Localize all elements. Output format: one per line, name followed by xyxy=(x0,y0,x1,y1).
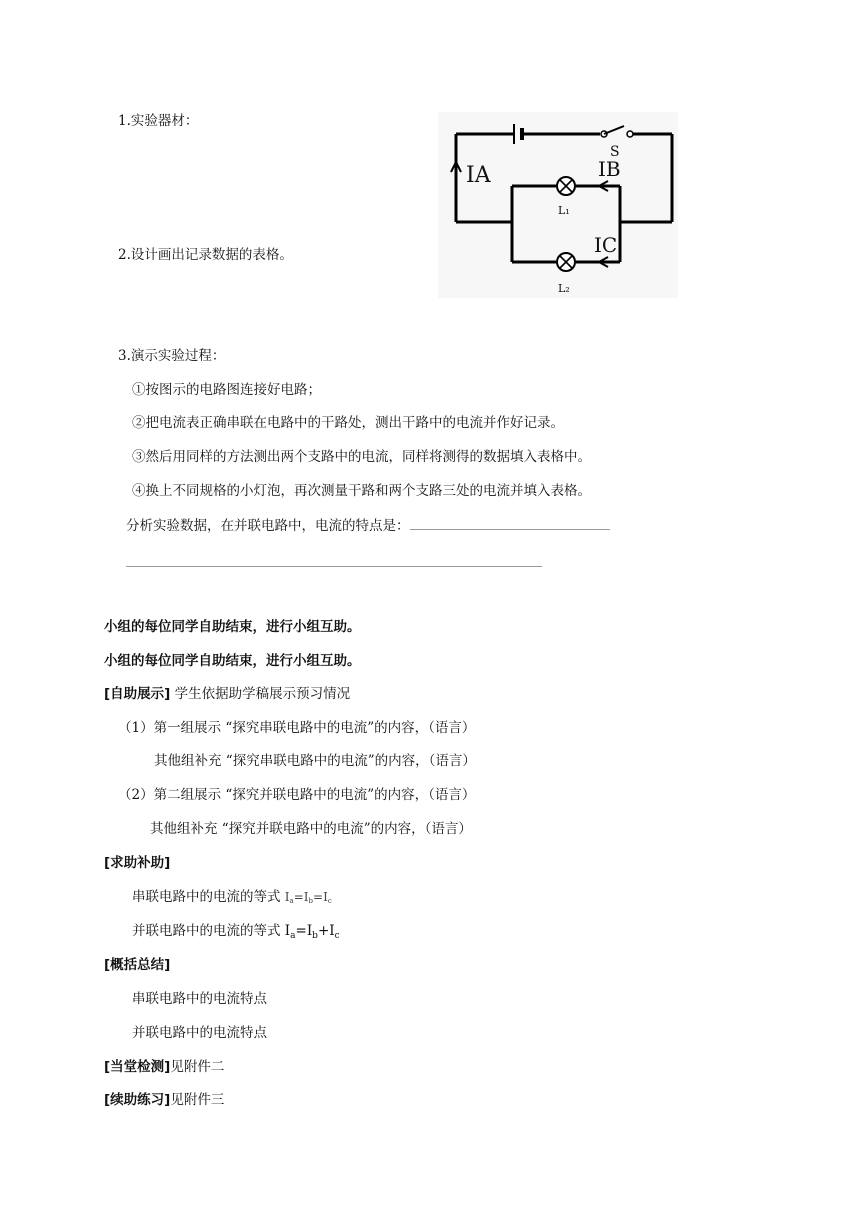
parallel-circuit-diagram xyxy=(438,112,678,298)
practice-heading: [续助练习] xyxy=(104,1092,171,1108)
label-L2: L₂ xyxy=(558,282,570,295)
parallel-equation: $I_a=I_b+I_c$ xyxy=(284,923,340,941)
class-test-heading: [当堂检测] xyxy=(104,1059,171,1075)
lamp-L1-icon xyxy=(557,177,575,195)
self-display-heading: [自助展示] xyxy=(104,686,171,702)
label-L1: L₁ xyxy=(558,204,570,217)
summary-item-1: 串联电路中的电流特点 xyxy=(132,991,267,1007)
class-test-line xyxy=(104,1058,224,1076)
label-IA: IA xyxy=(466,163,491,188)
label-IC: IC xyxy=(594,233,618,257)
section-3-title: 3.演示实验过程： xyxy=(118,348,226,364)
self-display-text: 学生依据助学稿展示预习情况 xyxy=(174,686,351,702)
self-display-line xyxy=(104,685,350,703)
group-help-1: 小组的每位同学自助结束，进行小组互助。 xyxy=(104,619,361,635)
step-1: ①按图示的电路图连接好电路； xyxy=(132,382,321,398)
answer-blank-1[interactable] xyxy=(410,517,610,530)
self-display-item-1: （1）第一组展示 “探究串联电路中的电流”的内容，（语言） xyxy=(118,720,476,736)
practice-text: 见附件三 xyxy=(170,1092,225,1108)
step-4: ④换上不同规格的小灯泡，再次测量干路和两个支路三处的电流并填入表格。 xyxy=(132,483,591,499)
series-equation: $I_a=I_b=I_c$ xyxy=(284,890,332,905)
summary-heading: [概括总结] xyxy=(104,957,171,973)
summary-item-2: 并联电路中的电流特点 xyxy=(132,1025,267,1041)
label-S: S xyxy=(610,144,620,160)
switch-terminal-right xyxy=(627,131,633,137)
practice-line xyxy=(104,1091,224,1109)
self-display-item-4: 其他组补充 “探究并联电路中的电流”的内容，（语言） xyxy=(150,821,472,837)
section-2-title: 2.设计画出记录数据的表格。 xyxy=(118,247,293,263)
self-display-item-3: （2）第二组展示 “探究并联电路中的电流”的内容，（语言） xyxy=(118,787,476,803)
ask-help-heading: [求助补助] xyxy=(104,855,171,871)
series-equation-line xyxy=(132,888,332,910)
parallel-label: 并联电路中的电流的等式 xyxy=(132,923,281,939)
series-label: 串联电路中的电流的等式 xyxy=(132,889,281,905)
self-display-item-2: 其他组补充 “探究串联电路中的电流”的内容，（语言） xyxy=(154,753,476,769)
lamp-L2-icon xyxy=(557,253,575,271)
group-help-2: 小组的每位同学自助结束，进行小组互助。 xyxy=(104,653,361,669)
class-test-text: 见附件二 xyxy=(170,1059,225,1075)
analysis-line xyxy=(126,517,610,535)
parallel-equation-line xyxy=(132,922,340,945)
answer-blank-2[interactable] xyxy=(126,554,542,567)
analysis-prompt: 分析实验数据，在并联电路中，电流的特点是： xyxy=(126,518,410,534)
label-IB: IB xyxy=(598,157,621,181)
section-1-title: 1.实验器材： xyxy=(118,113,199,129)
step-3: ③然后用同样的方法测出两个支路中的电流，同样将测得的数据填入表格中。 xyxy=(132,449,591,465)
step-2: ②把电流表正确串联在电路中的干路处，测出干路中的电流并作好记录。 xyxy=(132,415,564,431)
